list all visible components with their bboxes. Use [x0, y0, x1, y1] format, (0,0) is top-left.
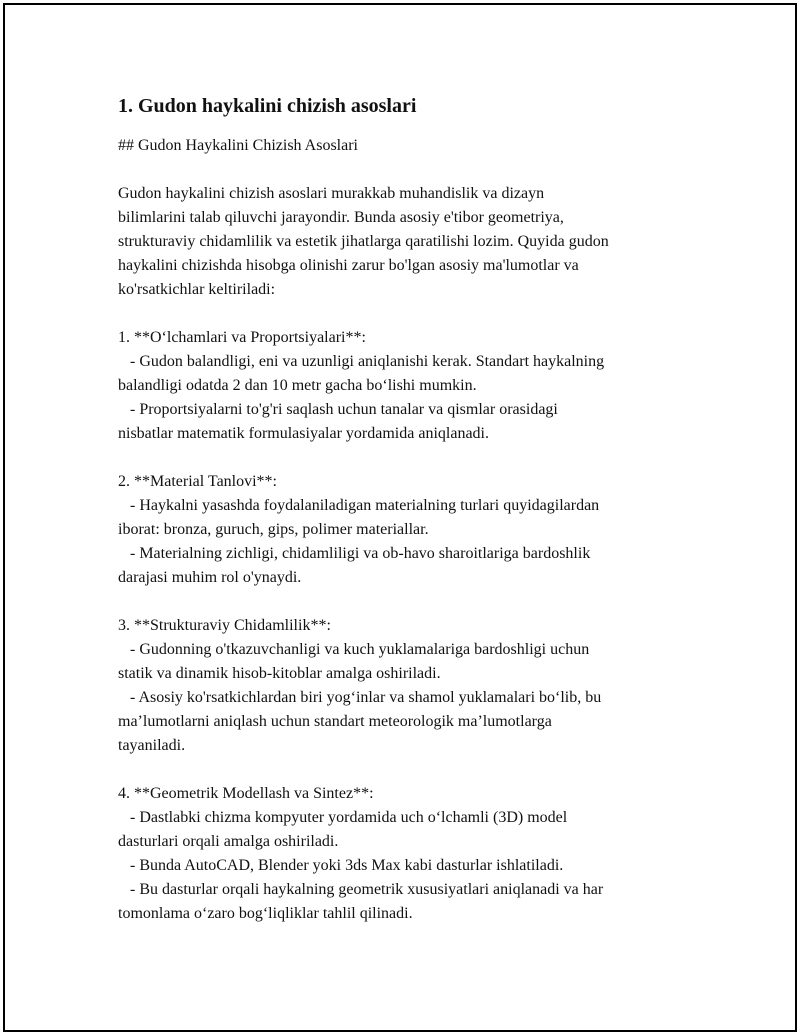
intro-line: ko'rsatkichlar keltiriladi: — [118, 281, 276, 298]
document-title: 1. Gudon haykalini chizish asoslari — [118, 95, 417, 117]
section-material — [118, 470, 718, 590]
section-structural — [118, 614, 718, 758]
section-line: - Bunda AutoCAD, Blender yoki 3ds Max kabi dasturlar ishlatiladi. — [118, 857, 564, 874]
section-line: ma’lumotlarni aniqlash uchun standart meteorologik ma’lumotlarga — [118, 713, 552, 730]
section-line: - Materialning zichligi, chidamliligi va ob-havo sharoitlariga bardoshlik — [118, 545, 591, 562]
section-line: - Gudonning o'tkazuvchanligi va kuch yuklamalariga bardoshligi uchun — [118, 641, 590, 658]
intro-line: strukturaviy chidamlilik va estetik jihatlarga qaratilishi lozim. Quyida gudon — [118, 233, 609, 250]
section-heading: 2. **Material Tanlovi**: — [118, 473, 277, 490]
section-line: - Proportsiyalarni to'g'ri saqlash uchun tanalar va qismlar orasidagi — [118, 401, 558, 418]
intro-paragraph — [118, 182, 718, 302]
section-heading: 4. **Geometrik Modellash va Sintez**: — [118, 785, 374, 802]
section-line: - Haykalni yasashda foydalaniladigan materialning turlari quyidagilardan — [118, 497, 600, 514]
document-subheading: ## Gudon Haykalini Chizish Asoslari — [118, 137, 358, 154]
section-geometric-modeling — [118, 782, 718, 926]
intro-line: bilimlarini talab qiluvchi jarayondir. Bunda asosiy e'tibor geometriya, — [118, 209, 564, 226]
section-heading: 3. **Strukturaviy Chidamlilik**: — [118, 617, 331, 634]
intro-line: Gudon haykalini chizish asoslari murakkab muhandislik va dizayn — [118, 185, 545, 202]
section-line: - Gudon balandligi, eni va uzunligi aniqlanishi kerak. Standart haykalning — [118, 353, 605, 370]
section-dimensions — [118, 326, 718, 446]
section-line: dasturlari orqali amalga oshiriladi. — [118, 833, 339, 850]
section-line: balandligi odatda 2 dan 10 metr gacha bo‘lishi mumkin. — [118, 377, 477, 394]
section-line: tomonlama o‘zaro bog‘liqliklar tahlil qilinadi. — [118, 905, 413, 922]
section-line: - Bu dasturlar orqali haykalning geometrik xususiyatlari aniqlanadi va har — [118, 881, 604, 898]
intro-line: haykalini chizishda hisobga olinishi zarur bo'lgan asosiy ma'lumotlar va — [118, 257, 579, 274]
section-heading: 1. **O‘lchamlari va Proportsiyalari**: — [118, 329, 366, 346]
section-line: - Dastlabki chizma kompyuter yordamida uch o‘lchamli (3D) model — [118, 809, 568, 826]
section-line: darajasi muhim rol o'ynaydi. — [118, 569, 302, 586]
section-line: statik va dinamik hisob-kitoblar amalga oshiriladi. — [118, 665, 441, 682]
section-line: nisbatlar matematik formulasiyalar yordamida aniqlanadi. — [118, 425, 489, 442]
section-line: tayaniladi. — [118, 737, 186, 754]
section-line: iborat: bronza, guruch, gips, polimer materiallar. — [118, 521, 429, 538]
section-line: - Asosiy ko'rsatkichlardan biri yog‘inlar va shamol yuklamalari bo‘lib, bu — [118, 689, 602, 706]
document-content — [118, 92, 718, 926]
